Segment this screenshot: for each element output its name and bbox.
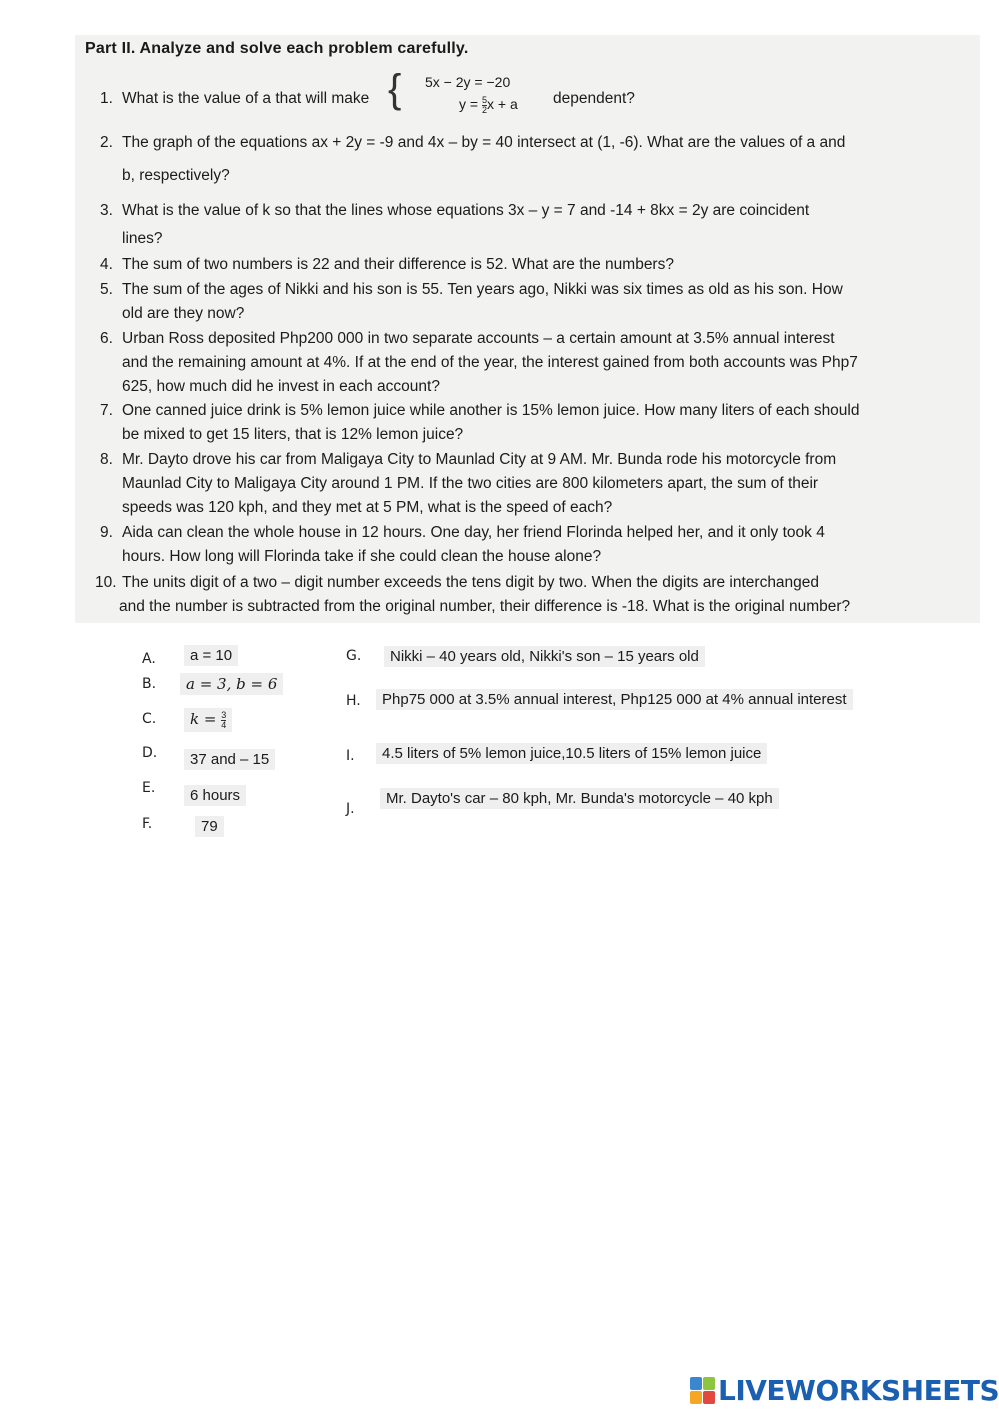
answer-label-j: J.	[346, 801, 355, 817]
equation-2: y = $\frac{5}{2}$ x + a	[459, 94, 518, 115]
answer-label-d: D.	[142, 745, 158, 761]
answer-f[interactable]: 79	[195, 816, 224, 837]
answer-label-i: I.	[346, 748, 355, 764]
equation-1: 5x − 2y = −20	[425, 74, 511, 90]
question-8: 8. Mr. Dayto drove his car from Maligaya City to Maunlad City at 9 AM. Mr. Bunda rode his motorcycle from Maunlad City to Maligaya City around 1 PM. If the two cities are 800 kilometers apart, the sum of their speeds was 120 kph, and they met at 5 PM, what is the speed of each?	[100, 451, 837, 516]
part-heading: Part II. Analyze and solve each problem carefully.	[85, 40, 469, 57]
answer-b[interactable]: a = 3, b = 6	[180, 673, 283, 695]
logo-text: LIVEWORKSHEETS	[718, 1373, 999, 1407]
question-2: 2. The graph of the equations ax + 2y = -9 and 4x – by = 40 intersect at (1, -6). What are the values of a and b, respectively?	[100, 134, 846, 184]
answer-e[interactable]: 6 hours	[184, 785, 246, 806]
question-7: 7. One canned juice drink is 5% lemon juice while another is 15% lemon juice. How many liters of each should be mixed to get 15 liters, that is 12% lemon juice?	[100, 402, 860, 443]
question-9: 9. Aida can clean the whole house in 12 hours. One day, her friend Florinda helped her, and it only took 4 hours. How long will Florinda take if she could clean the house alone?	[100, 524, 825, 565]
worksheet-scan	[75, 35, 980, 623]
answer-c[interactable]: k = $\frac{3}{4}$	[184, 708, 232, 732]
answer-label-g: G.	[346, 648, 362, 664]
question-10: 10. The units digit of a two – digit number exceeds the tens digit by two. When the digits are interchanged and the number is subtracted from the original number, their difference is -18. What is the original number?	[95, 574, 851, 615]
liveworksheets-logo-icon	[690, 1377, 714, 1403]
system-brace: {	[388, 67, 402, 111]
answer-j[interactable]: Mr. Dayto's car – 80 kph, Mr. Bunda's motorcycle – 40 kph	[380, 788, 779, 809]
question-4: 4. The sum of two numbers is 22 and their difference is 52. What are the numbers?	[100, 256, 674, 273]
answer-i[interactable]: 4.5 liters of 5% lemon juice,10.5 liters of 15% lemon juice	[376, 743, 767, 764]
answer-g[interactable]: Nikki – 40 years old, Nikki's son – 15 years old	[384, 646, 705, 667]
answer-label-h: H.	[346, 693, 361, 709]
question-1-tail: dependent?	[553, 90, 635, 107]
question-3: 3. What is the value of k so that the lines whose equations 3x – y = 7 and -14 + 8kx = 2y are coincident lines?	[100, 202, 810, 247]
question-6: 6. Urban Ross deposited Php200 000 in two separate accounts – a certain amount at 3.5% annual interest and the remaining amount at 4%. If at the end of the year, the interest gained from both accounts was Php7 625, how much did he invest in each account?	[100, 330, 858, 395]
answer-label-e: E.	[142, 780, 156, 796]
question-5: 5. The sum of the ages of Nikki and his son is 55. Ten years ago, Nikki was six times as old as his son. How old are they now?	[100, 281, 843, 322]
question-1: 1. What is the value of a that will make	[100, 90, 370, 107]
answer-label-a: A.	[142, 651, 156, 667]
answer-label-f: F.	[142, 816, 153, 832]
answer-label-b: B.	[142, 676, 157, 692]
answer-d[interactable]: 37 and – 15	[184, 749, 275, 770]
answer-a[interactable]: a = 10	[184, 645, 238, 666]
liveworksheets-logo[interactable]	[690, 1373, 999, 1407]
answer-h[interactable]: Php75 000 at 3.5% annual interest, Php125 000 at 4% annual interest	[376, 689, 853, 710]
answer-label-c: C.	[142, 711, 157, 727]
